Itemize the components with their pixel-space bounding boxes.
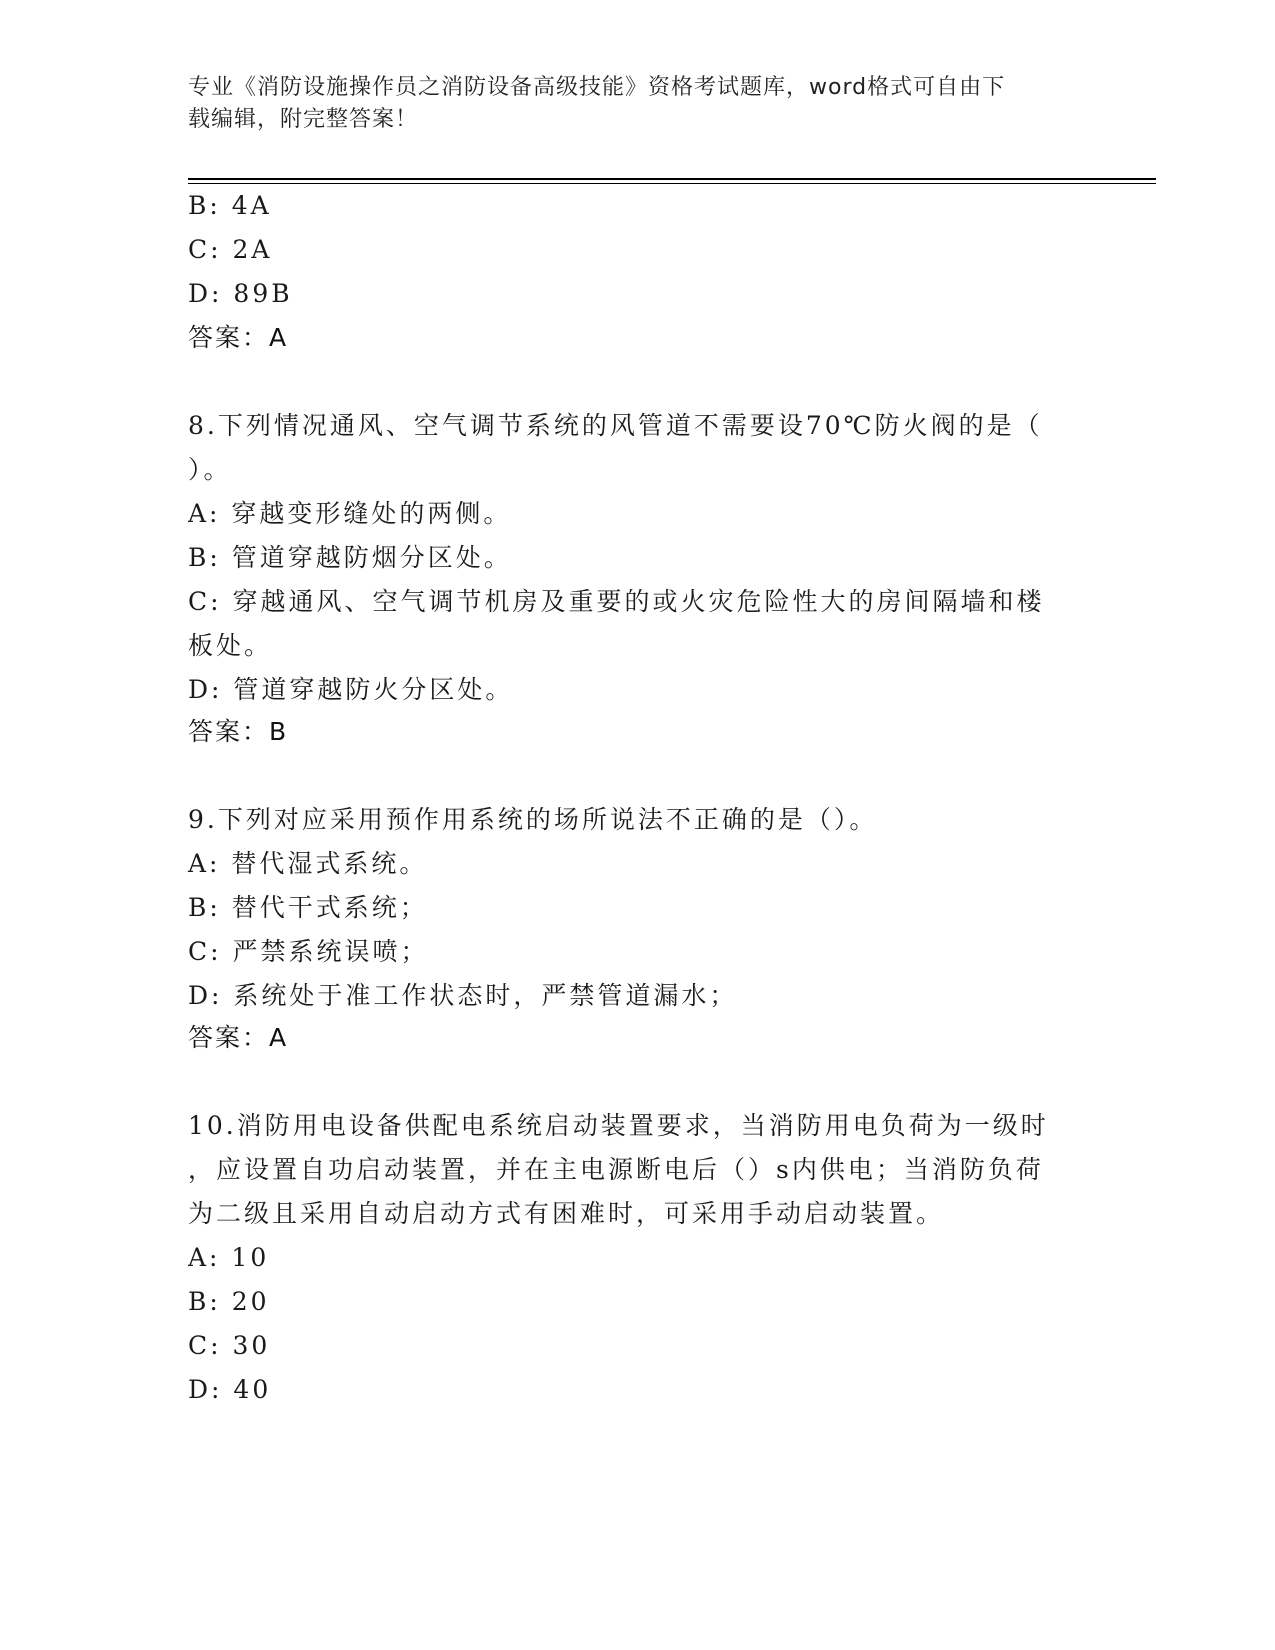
q10-option-a: A: 10 xyxy=(188,1243,270,1272)
q10-option-b: B: 20 xyxy=(188,1287,270,1316)
q7-answer: 答案：A xyxy=(188,323,289,352)
q8-stem-line-2: ）。 xyxy=(188,455,232,484)
q9-stem: 9.下列对应采用预作用系统的场所说法不正确的是（）。 xyxy=(188,805,878,834)
q8-stem-line-1: 8.下列情况通风、空气调节系统的风管道不需要设70℃防火阀的是（ xyxy=(188,411,1043,440)
q10-stem-line-1: 10.消防用电设备供配电系统启动装置要求，当消防用电负荷为一级时 xyxy=(188,1111,1049,1140)
header-line-1: 专业《消防设施操作员之消防设备高级技能》资格考试题库，word格式可自由下 xyxy=(188,75,1006,100)
q8-answer: 答案：B xyxy=(188,717,289,746)
q8-option-a: A: 穿越变形缝处的两侧。 xyxy=(188,499,512,528)
q10-stem-line-2: ，应设置自功启动装置，并在主电源断电后（）s内供电；当消防负荷 xyxy=(188,1155,1044,1184)
q10-option-c: C: 30 xyxy=(188,1331,271,1360)
q7-option-d: D: 89B xyxy=(188,279,293,308)
q9-option-d: D: 系统处于准工作状态时，严禁管道漏水； xyxy=(188,981,738,1010)
header-line-2: 载编辑，附完整答案！ xyxy=(188,107,419,132)
q7-option-c: C: 2A xyxy=(188,235,273,264)
q9-option-a: A: 替代湿式系统。 xyxy=(188,849,428,878)
q10-stem-line-3: 为二级且采用自动启动方式有困难时，可采用手动启动装置。 xyxy=(188,1199,945,1228)
header-rule-thick xyxy=(188,178,1156,180)
q8-option-c-line-2: 板处。 xyxy=(188,631,273,660)
q8-option-d: D: 管道穿越防火分区处。 xyxy=(188,675,514,704)
q8-option-c-line-1: C: 穿越通风、空气调节机房及重要的或火灾危险性大的房间隔墙和楼 xyxy=(188,587,1045,616)
q9-answer: 答案：A xyxy=(188,1023,289,1052)
q9-option-b: B: 替代干式系统； xyxy=(188,893,428,922)
q10-option-d: D: 40 xyxy=(188,1375,272,1404)
page-header xyxy=(188,72,1068,136)
q9-option-c: C: 严禁系统误喷； xyxy=(188,937,429,966)
q8-option-b: B: 管道穿越防烟分区处。 xyxy=(188,543,512,572)
header-rule-thin xyxy=(188,183,1156,184)
q7-option-b: B: 4A xyxy=(188,191,272,220)
